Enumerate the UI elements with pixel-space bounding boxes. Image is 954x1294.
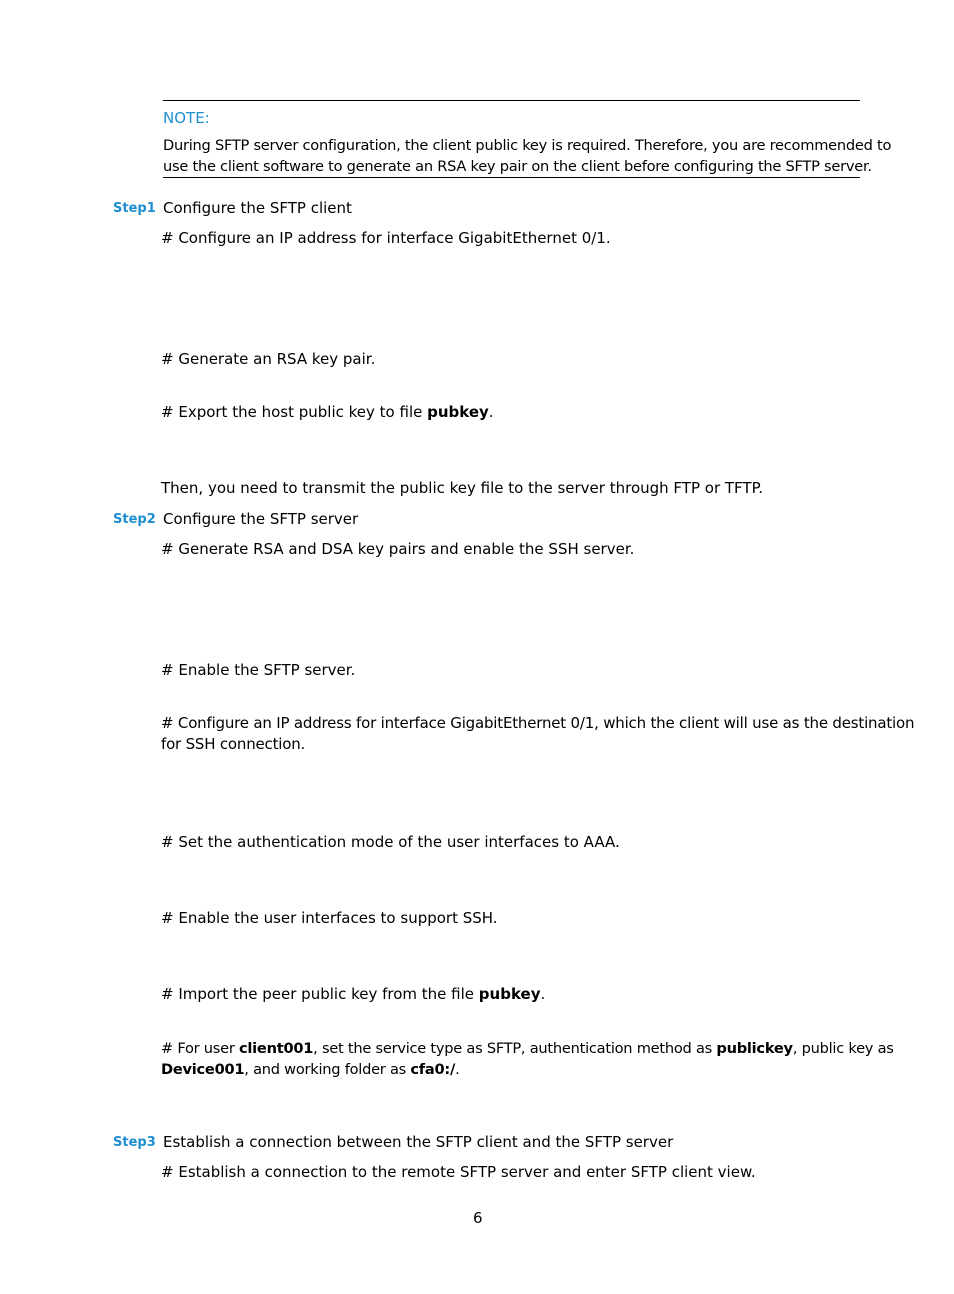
step2-comment-aaa: # Set the authentication mode of the user interfaces to AAA. bbox=[161, 833, 620, 851]
step2-ip-line-2: for SSH connection. bbox=[161, 735, 306, 753]
username-client001: client001 bbox=[239, 1040, 314, 1057]
step1-export-period: . bbox=[488, 403, 494, 421]
note-line-2: use the client software to generate an RSA key pair on the client before configuring the SFTP server. bbox=[163, 158, 872, 175]
pubkey-filename: pubkey bbox=[478, 985, 541, 1003]
step1-comment-rsa: # Generate an RSA key pair. bbox=[161, 350, 376, 368]
step1-label: Step1 bbox=[113, 201, 156, 216]
step1-title: Configure the SFTP client bbox=[163, 199, 352, 217]
step2-label: Step2 bbox=[113, 512, 156, 527]
step2-user-line-1 bbox=[161, 1038, 894, 1059]
note-bottom-rule bbox=[163, 177, 860, 178]
user-text-a: # For user bbox=[161, 1040, 240, 1057]
step1-comment-export bbox=[161, 403, 494, 421]
step2-title: Configure the SFTP server bbox=[163, 510, 359, 528]
step1-transmit-note: Then, you need to transmit the public key file to the server through FTP or TFTP. bbox=[161, 479, 764, 497]
step2-comment-user bbox=[161, 1038, 894, 1080]
step3-comment-connect: # Establish a connection to the remote SFTP server and enter SFTP client view. bbox=[161, 1163, 756, 1181]
pubkey-filename: pubkey bbox=[427, 403, 489, 421]
step3-label: Step3 bbox=[113, 1135, 156, 1150]
step2-comment-ip bbox=[161, 713, 914, 755]
user-text-g: , and working folder as bbox=[244, 1061, 411, 1078]
note-label: NOTE: bbox=[163, 109, 210, 127]
step1-comment-ip: # Configure an IP address for interface GigabitEthernet 0/1. bbox=[161, 229, 611, 247]
auth-method-publickey: publickey bbox=[716, 1040, 793, 1057]
step2-comment-ssh: # Enable the user interfaces to support SSH. bbox=[161, 909, 498, 927]
note-line-1: During SFTP server configuration, the client public key is required. Therefore, you are recommended to bbox=[163, 137, 892, 154]
step3-title: Establish a connection between the SFTP client and the SFTP server bbox=[163, 1133, 674, 1151]
step2-comment-sftp: # Enable the SFTP server. bbox=[161, 661, 356, 679]
working-folder: cfa0:/ bbox=[410, 1061, 456, 1078]
user-text-e: , public key as bbox=[792, 1040, 894, 1057]
page-number: 6 bbox=[473, 1209, 483, 1227]
step1-export-text: # Export the host public key to file bbox=[161, 403, 428, 421]
user-text-c: , set the service type as SFTP, authentication method as bbox=[313, 1040, 717, 1057]
step2-import-text: # Import the peer public key from the file bbox=[161, 985, 479, 1003]
note-text bbox=[163, 135, 891, 177]
user-text-i: . bbox=[455, 1061, 460, 1078]
public-key-device001: Device001 bbox=[161, 1061, 245, 1078]
step2-comment-import bbox=[161, 985, 545, 1003]
step2-comment-keys: # Generate RSA and DSA key pairs and enable the SSH server. bbox=[161, 540, 635, 558]
step2-user-line-2 bbox=[161, 1059, 894, 1080]
step2-ip-line-1: # Configure an IP address for interface GigabitEthernet 0/1, which the client will use as the destination bbox=[161, 714, 915, 732]
note-top-rule bbox=[163, 100, 860, 101]
step2-import-period: . bbox=[540, 985, 546, 1003]
